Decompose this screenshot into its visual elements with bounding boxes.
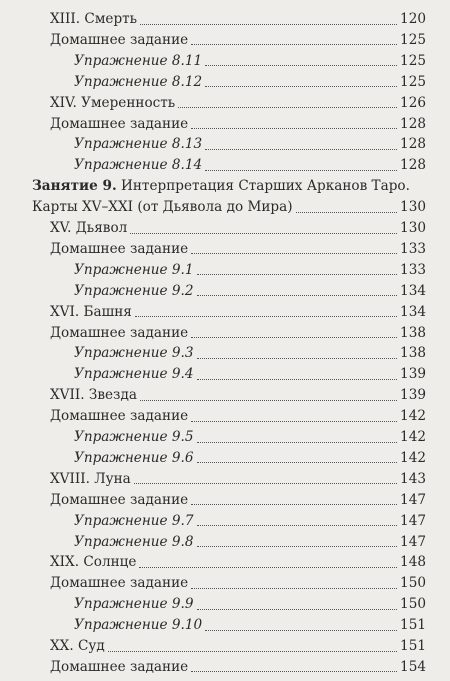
toc-leader-dots [178, 107, 397, 108]
toc-page-number: 150 [400, 575, 426, 592]
toc-leader-dots [205, 170, 397, 171]
toc-leader-dots [197, 379, 397, 380]
toc-leader-dots [205, 86, 397, 87]
toc-lesson-entry [0, 175, 450, 197]
toc-entry-title [74, 154, 202, 176]
toc-page-number: 128 [400, 136, 426, 153]
toc-entry-text: Интерпретация Старших Арканов Таро. [121, 178, 410, 195]
toc-page-number: 148 [400, 554, 426, 571]
toc-entry [0, 322, 450, 344]
toc-page-number: 138 [400, 345, 426, 362]
toc-entry-text: XIII. Смерть [50, 11, 138, 27]
toc-entry-text: Упражнение 8.14 [74, 157, 203, 174]
toc-entry [0, 217, 450, 239]
toc-leader-dots [139, 567, 397, 568]
toc-leader-dots [197, 442, 397, 443]
toc-leader-dots [191, 421, 397, 422]
toc-leader-dots [197, 358, 397, 359]
toc-entry-title [50, 238, 188, 260]
toc-entry-title [50, 405, 188, 427]
toc-entry-title [50, 656, 188, 678]
toc-page-number: 128 [400, 157, 426, 174]
toc-leader-dots [140, 24, 397, 25]
toc-entry [0, 635, 450, 657]
toc-entry-title [74, 133, 202, 155]
toc-entry-text: Упражнение 9.3 [74, 345, 194, 362]
toc-leader-dots [197, 546, 397, 547]
toc-entry [0, 238, 450, 260]
toc-leader-dots [135, 316, 397, 317]
toc-entry-text: XVII. Звезда [50, 387, 137, 404]
toc-entry-title [74, 259, 194, 281]
toc-subentry [0, 614, 450, 636]
toc-leader-dots [197, 525, 397, 526]
toc-entry-text: Упражнение 8.11 [74, 52, 203, 69]
toc-leader-dots [134, 483, 397, 484]
toc-page-number: 120 [400, 11, 426, 27]
toc-page-number: 125 [400, 73, 426, 90]
toc-leader-dots [191, 504, 397, 505]
toc-leader-dots [130, 233, 397, 234]
toc-entry-title [50, 468, 131, 490]
toc-entry [0, 301, 450, 323]
toc-entry-text: Упражнение 9.6 [74, 449, 194, 466]
toc-entry-title [50, 489, 188, 511]
toc-page-number: 142 [400, 449, 426, 466]
toc-page-number: 126 [400, 94, 426, 111]
toc-entry-title [74, 50, 202, 72]
toc-leader-dots [197, 462, 397, 463]
toc-page-number: 139 [400, 387, 426, 404]
toc-page-number: 151 [400, 617, 426, 634]
toc-leader-dots [205, 65, 397, 66]
toc-entry-text: Упражнение 9.9 [74, 596, 194, 613]
toc-entry [0, 551, 450, 573]
toc-entry-text: Упражнение 9.2 [74, 282, 194, 299]
toc-subentry [0, 593, 450, 615]
toc-entry-text: Домашнее задание [50, 408, 189, 425]
toc-page-number: 142 [400, 429, 426, 445]
toc-subentry [0, 510, 450, 532]
toc-entry-text: XVI. Башня [50, 303, 132, 320]
toc-page-number: 133 [400, 261, 426, 278]
toc-page-number: 125 [400, 52, 426, 69]
toc-lesson-label: Занятие 9. [32, 178, 117, 195]
toc-page-number: 128 [400, 115, 426, 132]
toc-entry-title [74, 614, 202, 636]
toc-subentry [0, 342, 450, 364]
toc-page-number: 130 [400, 199, 426, 216]
toc-entry [0, 405, 450, 427]
toc-entry-title [74, 71, 202, 93]
toc-page-number: 147 [400, 491, 426, 508]
toc-leader-dots [191, 253, 397, 254]
toc-entry-text: Упражнение 9.10 [74, 617, 203, 634]
toc-entry [0, 468, 450, 490]
toc-subentry [0, 133, 450, 155]
toc-entry-title [74, 426, 194, 448]
toc-entry-title [50, 113, 188, 135]
toc-subentry [0, 50, 450, 72]
toc-entry-text: Домашнее задание [50, 575, 189, 592]
toc-page-number: 154 [400, 658, 426, 675]
toc-subentry [0, 363, 450, 385]
toc-entry-text: Домашнее задание [50, 491, 189, 508]
toc-entry-title [50, 301, 132, 323]
toc-page-number: 130 [400, 220, 426, 236]
toc-entry-title [50, 92, 175, 114]
toc-leader-dots [191, 337, 397, 338]
toc-entry-title [74, 280, 194, 302]
toc-page-number: 150 [400, 596, 426, 613]
toc-entry-text: Карты XV–XXI (от Дьявола до Мира) [32, 199, 293, 216]
toc-entry [0, 8, 450, 30]
toc-leader-dots [296, 212, 397, 213]
toc-entry-text: Упражнение 9.4 [74, 366, 194, 383]
toc-entry-text: Домашнее задание [50, 115, 189, 132]
toc-entry-text: Домашнее задание [50, 240, 189, 257]
toc-entry [0, 29, 450, 51]
toc-page-number: 134 [400, 303, 426, 320]
toc-leader-dots [191, 671, 397, 672]
toc-leader-dots [197, 295, 397, 296]
toc-page-number: 151 [400, 638, 426, 654]
toc-page-number: 125 [400, 31, 426, 48]
toc-entry [0, 656, 450, 678]
toc-entry-text: Упражнение 8.13 [74, 136, 203, 153]
toc-entry-text: XV. Дьявол [50, 220, 128, 236]
toc-entry [0, 92, 450, 114]
toc-entry-title [50, 635, 105, 657]
toc-lesson-entry [0, 196, 450, 218]
toc-entry [0, 572, 450, 594]
toc-entry-title [74, 510, 194, 532]
toc-entry-title [74, 531, 194, 553]
toc-entry-title [50, 572, 188, 594]
toc-subentry [0, 447, 450, 469]
toc-leader-dots [108, 651, 397, 652]
toc-entry-text: XIV. Умеренность [50, 94, 176, 111]
toc-leader-dots [191, 128, 397, 129]
toc-leader-dots [191, 588, 397, 589]
toc-page-number: 133 [400, 240, 426, 257]
toc-entry-title [74, 593, 194, 615]
toc-entry-title [74, 447, 194, 469]
toc-entry-text: Упражнение 8.12 [74, 73, 203, 90]
toc-entry-text: Домашнее задание [50, 324, 189, 341]
toc-entry-title [74, 342, 194, 364]
toc-entry-text: Упражнение 9.8 [74, 533, 194, 550]
toc-entry [0, 489, 450, 511]
toc-entry-title [32, 196, 293, 218]
toc-leader-dots [205, 149, 397, 150]
toc-entry-title [50, 8, 137, 30]
toc-entry-text: Домашнее задание [50, 658, 189, 675]
toc-leader-dots [197, 609, 397, 610]
toc-entry-title [74, 363, 194, 385]
toc-entry-title [50, 551, 136, 573]
toc-leader-dots [205, 630, 397, 631]
toc-entry-text: Упражнение 9.7 [74, 512, 194, 529]
toc-subentry [0, 71, 450, 93]
toc-entry-text: XX. Суд [50, 638, 105, 654]
toc-entry-text: Упражнение 9.1 [74, 261, 194, 278]
toc-page-number: 134 [400, 282, 426, 299]
toc-page-number: 138 [400, 324, 426, 341]
toc-entry-text: Упражнение 9.5 [74, 429, 194, 445]
toc-entry [0, 113, 450, 135]
toc-entry-text: Домашнее задание [50, 31, 189, 48]
toc-page-number: 142 [400, 408, 426, 425]
toc-subentry [0, 280, 450, 302]
toc-entry-text: XIX. Солнце [50, 554, 137, 571]
toc-leader-dots [140, 400, 397, 401]
toc-entry-title [50, 29, 188, 51]
toc-leader-dots [197, 274, 397, 275]
toc-page-number: 147 [400, 512, 426, 529]
toc-entry-title [50, 217, 127, 239]
toc-entry-text: XVIII. Луна [50, 470, 131, 487]
toc-page-number: 143 [400, 470, 426, 487]
toc-entry-title [32, 175, 410, 197]
toc-subentry [0, 426, 450, 448]
toc-leader-dots [191, 44, 397, 45]
toc-page-number: 147 [400, 533, 426, 550]
toc-entry-title [50, 384, 137, 406]
toc-entry [0, 384, 450, 406]
toc-page-number: 139 [400, 366, 426, 383]
toc-subentry [0, 154, 450, 176]
toc-subentry [0, 259, 450, 281]
toc-subentry [0, 531, 450, 553]
toc-entry-title [50, 322, 188, 344]
